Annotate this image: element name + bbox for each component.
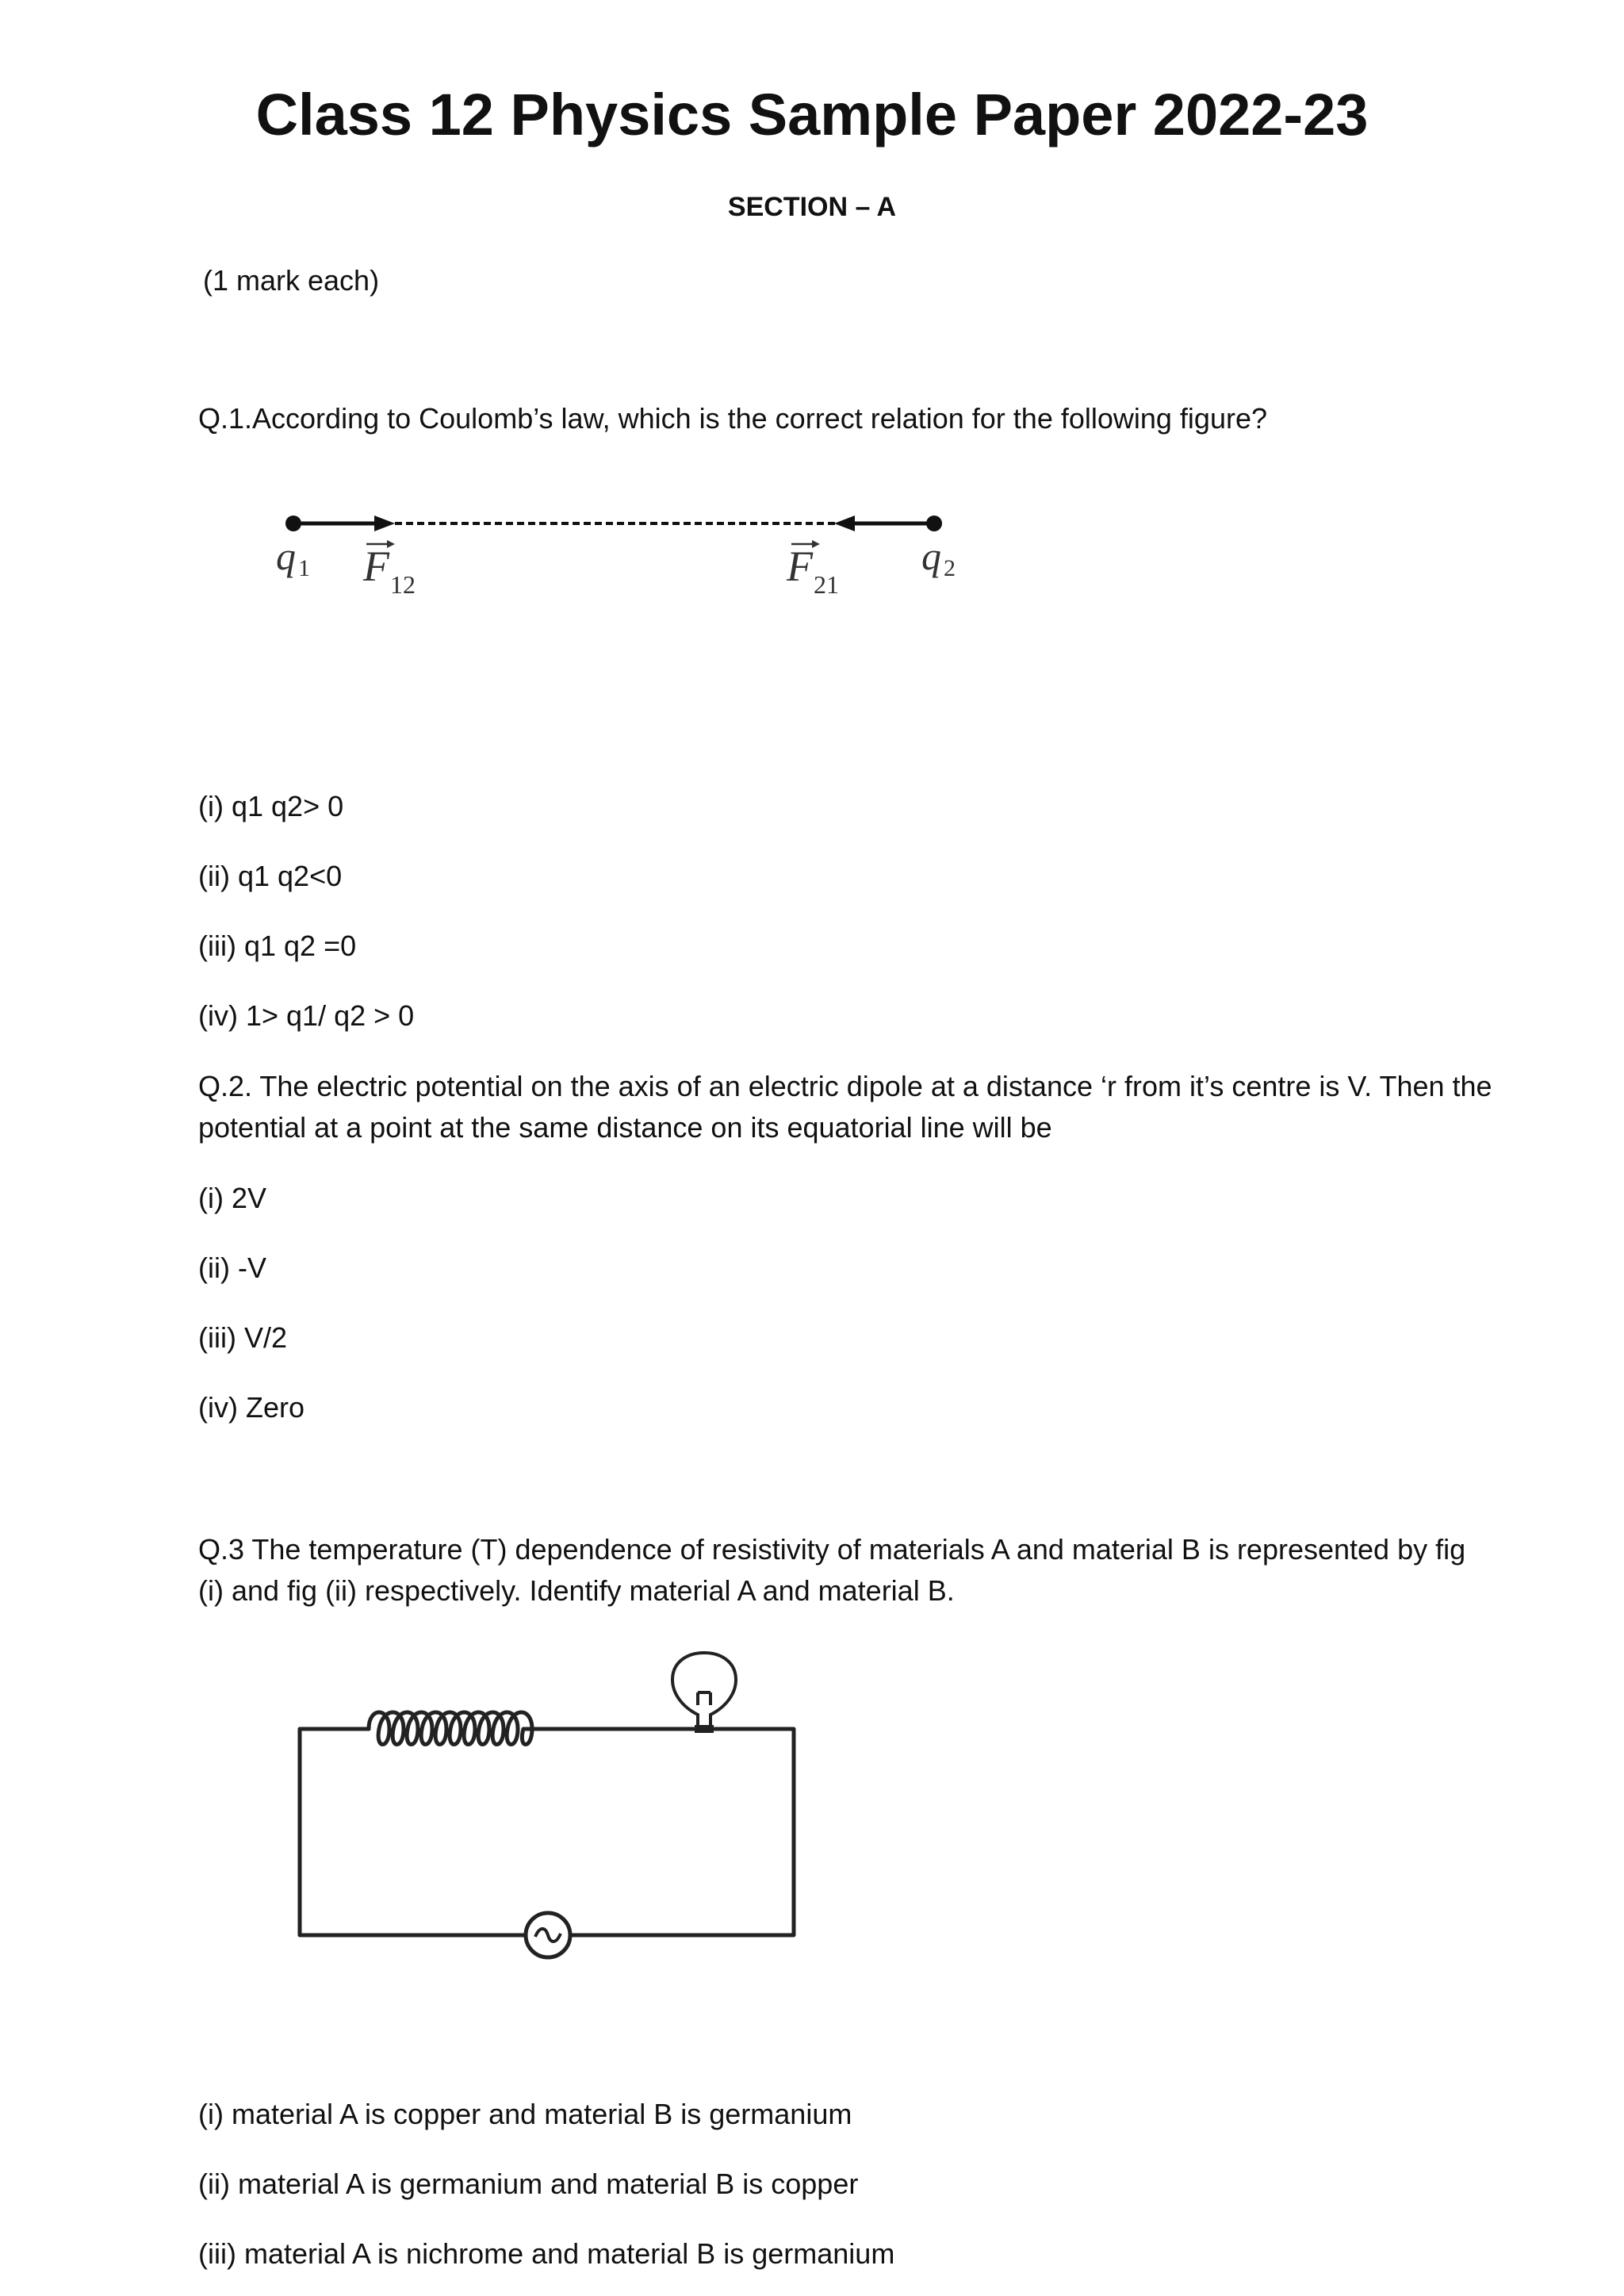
q1-text: Q.1.According to Coulomb’s law, which is the correct relation for the following figure? — [198, 402, 1267, 435]
charge-q2-dot — [926, 516, 942, 531]
q1-option-4: (iv) 1> q1/ q2 > 0 — [198, 999, 415, 1032]
q1-subscript: 1 — [298, 555, 310, 581]
circuit-wire-right — [553, 1729, 794, 1935]
bulb-base — [695, 1725, 714, 1733]
q3-text: Q.3 The temperature (T) dependence of resistivity of materials A and material B is represented by fig (i) and fig (ii) respectively. Identify material A and material B. — [198, 1533, 1466, 1607]
f12-subscript: 12 — [390, 570, 416, 599]
q3-option-3: (iii) material A is nichrome and material B is germanium — [198, 2237, 895, 2270]
f21-arrow-head — [834, 516, 855, 531]
q1-option-3: (iii) q1 q2 =0 — [198, 930, 357, 962]
f12-arrow-head — [374, 516, 395, 531]
section-heading: SECTION – A — [727, 192, 897, 222]
circuit-wire-left — [300, 1729, 531, 1935]
q2-label: q — [921, 534, 941, 578]
q1-label: q — [276, 534, 296, 578]
inductor-coil — [369, 1712, 553, 1745]
q3-option-1: (i) material A is copper and material B is germanium — [198, 2098, 852, 2130]
ac-circuit-figure — [293, 1650, 817, 1983]
q2-option-3: (iii) V/2 — [198, 1321, 288, 1354]
marks-note: (1 mark each) — [203, 264, 380, 297]
page-title: Class 12 Physics Sample Paper 2022-23 — [255, 82, 1369, 148]
f21-subscript: 21 — [814, 570, 839, 599]
q2-option-1: (i) 2V — [198, 1182, 267, 1214]
bulb-icon — [672, 1653, 736, 1727]
f21-label: F — [787, 542, 813, 590]
charge-q1-dot — [285, 516, 301, 531]
coulomb-force-figure — [254, 484, 999, 619]
q2-text: Q.2. The electric potential on the axis of an electric dipole at a distance ‘r from it’s centre is V. Then the potential at a point at the same distance on its equatorial line will be — [198, 1070, 1492, 1144]
q3-option-2: (ii) material A is germanium and material B is copper — [198, 2168, 859, 2200]
f12-label: F — [363, 542, 389, 590]
q2-subscript: 2 — [944, 555, 956, 581]
q1-option-1: (i) q1 q2> 0 — [198, 790, 344, 822]
q2-option-4: (iv) Zero — [198, 1391, 304, 1424]
q1-option-2: (ii) q1 q2<0 — [198, 860, 343, 892]
q2-option-2: (ii) -V — [198, 1251, 266, 1284]
